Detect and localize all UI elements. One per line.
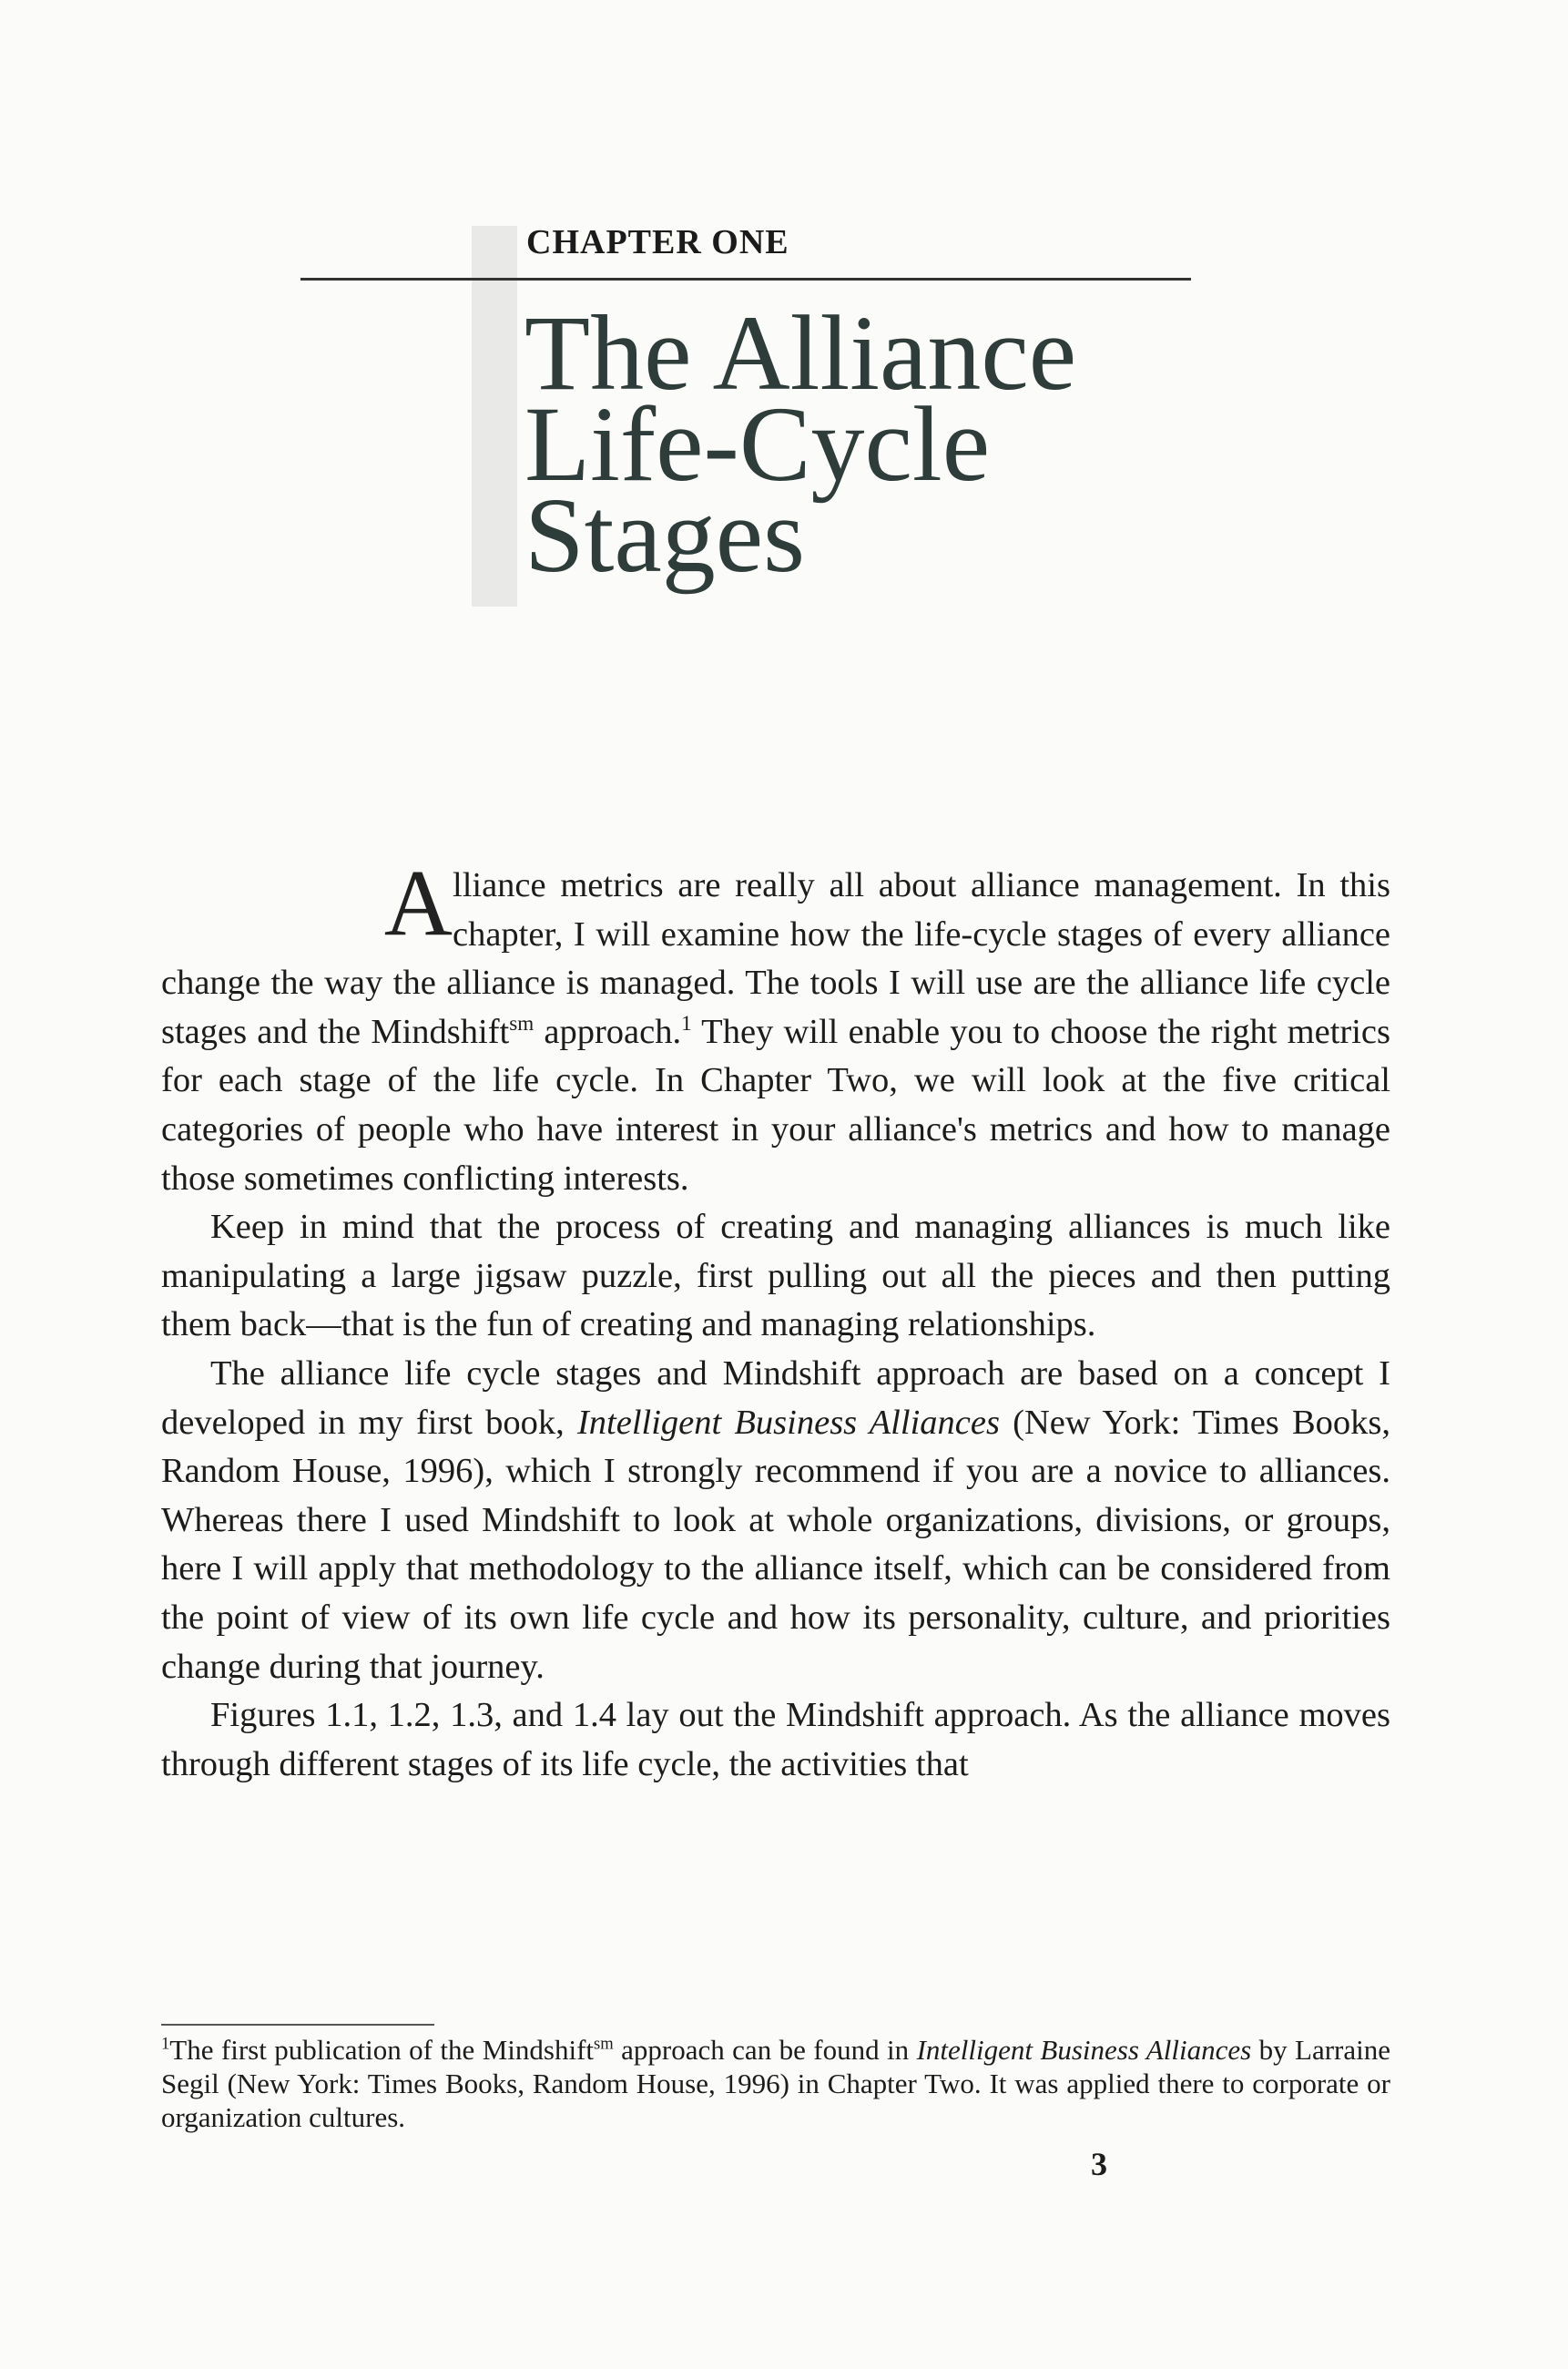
paragraph-3-text-b: (New York: Times Books, Random House, 1996), which I strongly recommend if you are a novice to alliances. Whereas there I used Mindshift to look at whole organizations, divisions, or groups, here I will apply that methodology to the alliance itself, which can be considered from the point of view of its own life cycle and how its personality, culture, and priorities change during that journey.	[161, 1403, 1390, 1686]
footnote	[161, 2033, 1390, 2134]
chapter-rule	[300, 278, 1191, 281]
footnote-text-b: approach can be found in	[613, 2034, 917, 2066]
chapter-title-line: Stages	[524, 475, 806, 595]
paragraph-1-text-b: approach.	[534, 1012, 682, 1051]
chapter-title	[524, 293, 1077, 595]
paragraph-3	[161, 1350, 1390, 1691]
paragraph-1-text: lliance metrics are really all about alliance management. In this chapter, I will examine how the life-cycle stages of every alliance change the way the alliance is managed. The tools I will use are the alliance life cycle stages and the Mindshift	[161, 866, 1390, 1051]
book-title: Intelligent Business Alliances	[576, 1403, 1000, 1442]
chapter-title-line: The Alliance	[524, 293, 1077, 413]
paragraph-2: Keep in mind that the process of creating and managing alliances is much like manipulating a large jigsaw puzzle, first pulling out all the pieces and then putting them back—that is the fun of creating and managing relationships.	[161, 1208, 1390, 1344]
footnote-service-mark: sm	[594, 2034, 614, 2054]
footnote-text-c: by Larraine Segil (New York: Times Books, Random House, 1996) in Chapter Two. It was applied there to corporate or organization cultures.	[161, 2034, 1390, 2133]
paragraph-3-text: The alliance life cycle stages and Mindshift approach are based on a concept I developed in my first book,	[161, 1353, 1390, 1442]
chapter-title-line: Life-Cycle	[524, 384, 991, 504]
footnote-rule	[161, 2024, 434, 2026]
paragraph-1	[161, 851, 1390, 1203]
body-text	[161, 851, 1390, 1789]
chapter-label: CHAPTER ONE	[526, 223, 789, 261]
footnote-book-title: Intelligent Business Alliances	[916, 2034, 1252, 2066]
paragraph-4: Figures 1.1, 1.2, 1.3, and 1.4 lay out the Mindshift approach. As the alliance moves through different stages of its life cycle, the activities that	[161, 1696, 1390, 1783]
dropcap-space	[161, 851, 453, 959]
footnote-text: The first publication of the Mindshift	[169, 2034, 595, 2066]
footnote-reference[interactable]: 1	[681, 1010, 692, 1035]
chapter-shade-block	[472, 226, 517, 607]
paragraph-1-text-c: They will enable you to choose the right metrics for each stage of the life cycle. In Chapter Two, we will look at the five critical categories of people who have interest in your alliance's metrics and how to manage those sometimes conflicting interests.	[161, 1012, 1390, 1198]
page-number: 3	[1091, 2146, 1107, 2182]
service-mark: sm	[509, 1010, 535, 1035]
footnote-mark: 1	[161, 2034, 170, 2054]
dropcap: A	[383, 851, 453, 955]
